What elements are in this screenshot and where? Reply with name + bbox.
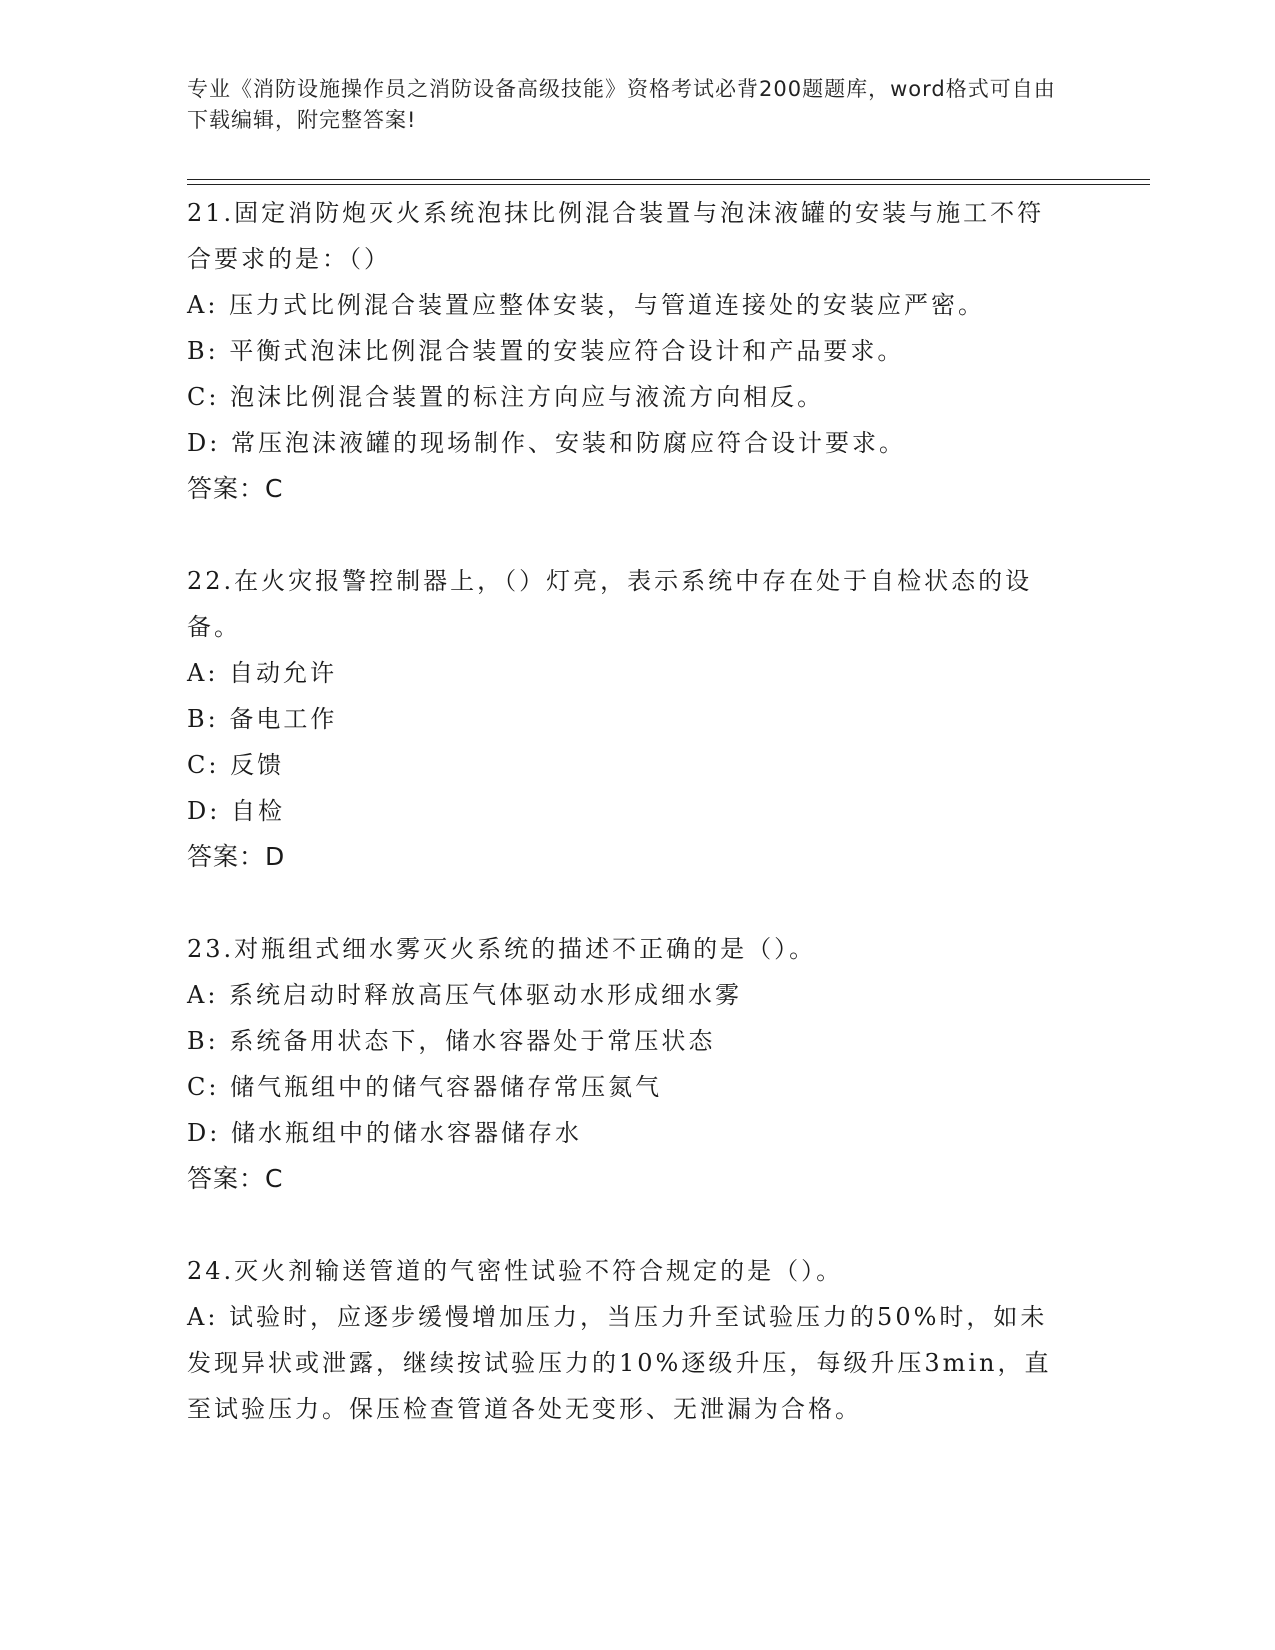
question-spacer (187, 1202, 1067, 1248)
answer-value: C (265, 1164, 284, 1193)
question-text: 21.固定消防炮灭火系统泡抹比例混合装置与泡沫液罐的安装与施工不符合要求的是：（） (187, 199, 1045, 273)
option-d: D: 自检 (187, 797, 285, 825)
question-text: 24.灭火剂输送管道的气密性试验不符合规定的是（）。 (187, 1257, 844, 1285)
answer-label: 答案： (187, 474, 266, 503)
answer-value: C (265, 474, 284, 503)
option-b: B: 备电工作 (187, 705, 338, 733)
header-rule-top (187, 179, 1150, 180)
option-d: D: 常压泡沫液罐的现场制作、安装和防腐应符合设计要求。 (187, 429, 906, 457)
document-header (187, 74, 1067, 136)
option-b: B: 系统备用状态下，储水容器处于常压状态 (187, 1027, 716, 1055)
question-spacer (187, 512, 1067, 558)
answer-line (187, 834, 1067, 880)
question-24 (187, 1248, 1067, 1432)
option-b: B: 平衡式泡沫比例混合装置的安装应符合设计和产品要求。 (187, 337, 905, 365)
answer-line (187, 1156, 1067, 1202)
question-list (187, 190, 1067, 1432)
question-spacer (187, 880, 1067, 926)
option-d: D: 储水瓶组中的储水容器储存水 (187, 1119, 582, 1147)
option-c: C: 泡沫比例混合装置的标注方向应与液流方向相反。 (187, 383, 825, 411)
answer-line (187, 466, 1067, 512)
answer-label: 答案： (187, 842, 266, 871)
option-a: A: 系统启动时释放高压气体驱动水形成细水雾 (187, 981, 743, 1009)
header-rule-bottom (187, 184, 1150, 185)
option-a: A: 压力式比例混合装置应整体安装，与管道连接处的安装应严密。 (187, 291, 986, 319)
option-c: C: 储气瓶组中的储气容器储存常压氮气 (187, 1073, 663, 1101)
question-text: 23.对瓶组式细水雾灭火系统的描述不正确的是（）。 (187, 935, 817, 963)
question-21 (187, 190, 1067, 512)
header-intro-text: 专业《消防设施操作员之消防设备高级技能》资格考试必背200题题库，word格式可自由下载编辑，附完整答案! (187, 77, 1056, 132)
question-22 (187, 558, 1067, 880)
option-c: C: 反馈 (187, 751, 285, 779)
answer-label: 答案： (187, 1164, 266, 1193)
option-a: A: 试验时，应逐步缓慢增加压力，当压力升至试验压力的50%时，如未发现异状或泄露，继续按试验压力的10%逐级升压，每级升压3min，直至试验压力。保压检查管道各处无变形、无泄漏为合格。 (187, 1303, 1052, 1423)
question-text: 22.在火灾报警控制器上，（）灯亮，表示系统中存在处于自检状态的设备。 (187, 567, 1033, 641)
option-a: A: 自动允许 (187, 659, 338, 687)
answer-value: D (265, 842, 286, 871)
question-23 (187, 926, 1067, 1202)
